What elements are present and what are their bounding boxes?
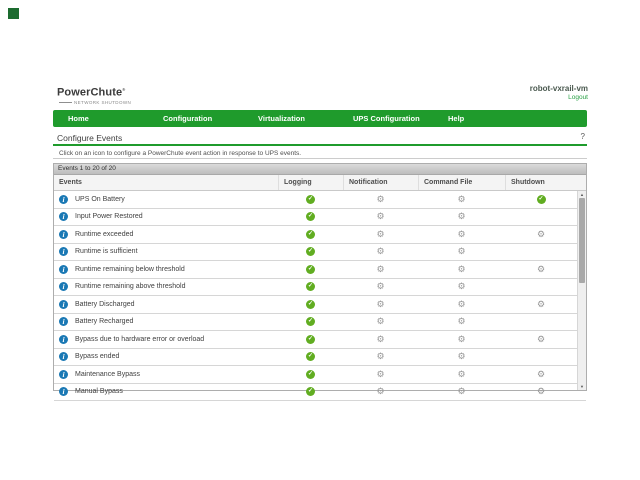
shutdown-cell [505,261,577,278]
configure-gear-icon[interactable]: ⚙ [376,333,385,344]
configure-gear-icon[interactable]: ⚙ [536,368,546,379]
enabled-check-icon[interactable]: ✓ [307,335,314,342]
event-cell [54,226,278,243]
event-info-icon[interactable]: i [59,387,68,396]
event-row-maintenance-bypass [54,366,586,384]
help-link[interactable]: ? [580,132,585,141]
enabled-check-icon[interactable]: ✓ [307,195,314,202]
logging-cell [278,314,343,331]
notification-cell [343,331,418,348]
event-name: Battery Recharged [75,318,134,326]
configure-gear-icon[interactable]: ⚙ [376,211,385,222]
nav-item-configuration[interactable]: Configuration [163,114,213,123]
command-file-cell [418,314,505,331]
command-file-cell [418,191,505,208]
hostname-label: robot-vxrail-vm [529,84,588,93]
notification-cell [343,279,418,296]
logging-cell [278,331,343,348]
command-file-cell [418,349,505,366]
configure-gear-icon[interactable]: ⚙ [376,263,385,274]
notification-cell [343,244,418,261]
table-body [54,191,586,397]
shutdown-cell [505,244,577,261]
shutdown-cell [505,226,577,243]
configure-gear-icon[interactable]: ⚙ [457,193,466,204]
configure-gear-icon[interactable]: ⚙ [376,316,385,327]
event-row-runtime-remaining-above-threshold [54,279,586,297]
command-file-cell [418,384,505,401]
event-info-icon[interactable]: i [59,352,68,361]
session-block [530,84,588,101]
enabled-check-icon[interactable]: ✓ [307,370,314,377]
shutdown-cell [505,331,577,348]
logging-cell [278,296,343,313]
event-row-input-power-restored [54,209,586,227]
logging-cell [278,226,343,243]
enabled-check-icon[interactable]: ✓ [307,265,314,272]
event-info-icon[interactable]: i [59,300,68,309]
nav-item-home[interactable]: Home [68,114,89,123]
event-row-manual-bypass [54,384,586,402]
event-name: Runtime remaining above threshold [75,283,186,291]
command-file-cell [418,244,505,261]
configure-gear-icon[interactable]: ⚙ [376,368,385,379]
logo-title [57,84,131,99]
logo-title-text: PowerChute [57,86,123,99]
event-name: Bypass due to hardware error or overload [75,335,205,343]
enabled-check-icon[interactable]: ✓ [538,195,544,202]
configure-gear-icon[interactable]: ⚙ [536,228,546,239]
configure-gear-icon[interactable]: ⚙ [536,298,546,309]
nav-item-ups-configuration[interactable]: UPS Configuration [353,114,420,123]
configure-gear-icon[interactable]: ⚙ [376,246,385,257]
event-row-battery-recharged [54,314,586,332]
column-header-logging: Logging [278,175,343,190]
notification-cell [343,384,418,401]
shutdown-cell [505,366,577,383]
event-row-battery-discharged [54,296,586,314]
enabled-check-icon[interactable]: ✓ [307,283,314,290]
enabled-check-icon[interactable]: ✓ [307,300,314,307]
notification-cell [343,366,418,383]
column-header-events: Events [59,179,82,186]
command-file-cell [418,331,505,348]
logo-subtitle-text: NETWORK SHUTDOWN [74,99,132,105]
event-info-icon[interactable]: i [59,370,68,379]
command-file-cell [418,366,505,383]
event-row-runtime-is-sufficient [54,244,586,262]
event-name: Bypass ended [75,353,120,361]
shutdown-cell [505,209,577,226]
shutdown-cell [505,349,577,366]
column-header-command-file: Command File [418,175,505,190]
enabled-check-icon[interactable]: ✓ [307,318,314,325]
top-left-green-square [8,8,19,19]
event-info-icon[interactable]: i [59,230,68,239]
page-title: Configure Events [57,133,123,143]
logging-cell [278,191,343,208]
event-row-ups-on-battery [54,191,586,209]
column-header-notification: Notification [343,175,418,190]
event-name: UPS On Battery [75,195,125,203]
event-name: Maintenance Bypass [75,370,140,378]
logout-link[interactable]: Logout [568,94,588,101]
event-row-runtime-remaining-below-threshold [54,261,586,279]
configure-gear-icon[interactable]: ⚙ [457,281,466,292]
command-file-cell [418,261,505,278]
command-file-cell [418,296,505,313]
scrollbar-up-arrow[interactable]: ▲ [580,192,584,197]
logo-subtitle [57,100,131,105]
event-name: Input Power Restored [75,213,143,221]
enabled-check-icon[interactable]: ✓ [307,213,314,220]
event-row-bypass-due-to-hardware-error-or-overload [54,331,586,349]
event-cell [54,244,278,261]
logging-cell [278,209,343,226]
event-name: Manual Bypass [75,388,123,396]
command-file-cell [418,226,505,243]
notification-cell [343,226,418,243]
configure-gear-icon[interactable]: ⚙ [457,211,466,222]
shutdown-cell [505,296,577,313]
enabled-check-icon[interactable]: ✓ [307,353,314,360]
configure-gear-icon[interactable]: ⚙ [457,316,466,327]
enabled-check-icon[interactable]: ✓ [307,388,314,395]
event-info-icon[interactable]: i [59,265,68,274]
configure-gear-icon[interactable]: ⚙ [536,333,546,344]
logo-dash-line [59,102,72,103]
shutdown-cell [505,279,577,296]
event-cell [54,349,278,366]
event-name: Runtime remaining below threshold [75,265,185,273]
events-table [53,163,587,397]
event-cell [54,366,278,383]
configure-gear-icon[interactable]: ⚙ [457,298,466,309]
event-cell [54,331,278,348]
table-caption: Events 1 to 20 of 20 [54,164,586,175]
enabled-check-icon[interactable]: ✓ [307,248,314,255]
command-file-cell [418,279,505,296]
configure-gear-icon[interactable]: ⚙ [376,193,385,204]
logging-cell [278,244,343,261]
vertical-scrollbar[interactable] [577,191,586,390]
configure-gear-icon[interactable]: ⚙ [376,228,385,239]
event-cell [54,261,278,278]
shutdown-cell [505,314,577,331]
logging-cell [278,384,343,401]
logging-cell [278,349,343,366]
event-cell [54,209,278,226]
scrollbar-down-arrow[interactable]: ▼ [580,384,584,389]
event-cell [54,296,278,313]
configure-gear-icon[interactable]: ⚙ [376,351,385,362]
instruction-text: Click on an icon to configure a PowerChute event action in response to UPS events. [59,150,302,157]
column-header-shutdown: Shutdown [505,175,577,190]
configure-gear-icon[interactable]: ⚙ [457,368,466,379]
event-info-icon[interactable]: i [59,195,68,204]
event-info-icon[interactable]: i [59,212,68,221]
event-info-icon[interactable]: i [59,282,68,291]
configure-gear-icon[interactable]: ⚙ [536,263,546,274]
table-header-row [54,175,586,191]
notification-cell [343,261,418,278]
event-name: Runtime is sufficient [75,248,138,256]
nav-item-help[interactable]: Help [448,114,465,123]
event-row-runtime-exceeded [54,226,586,244]
registered-mark: ® [122,87,126,92]
configure-gear-icon[interactable]: ⚙ [457,386,466,397]
event-cell [54,384,278,401]
shutdown-cell [505,191,577,208]
enabled-check-icon[interactable]: ✓ [307,230,314,237]
event-cell [54,191,278,208]
green-divider [53,144,587,146]
notification-cell [343,191,418,208]
configure-gear-icon[interactable]: ⚙ [457,351,466,362]
configure-gear-icon[interactable]: ⚙ [457,263,466,274]
configure-gear-icon[interactable]: ⚙ [376,281,385,292]
event-info-icon[interactable]: i [59,317,68,326]
logging-cell [278,261,343,278]
configure-gear-icon[interactable]: ⚙ [536,386,546,397]
event-row-bypass-ended [54,349,586,367]
notification-cell [343,314,418,331]
logging-cell [278,366,343,383]
logging-cell [278,279,343,296]
configure-gear-icon[interactable]: ⚙ [376,298,385,309]
scrollbar-thumb[interactable] [579,198,585,283]
event-info-icon[interactable]: i [59,247,68,256]
configure-gear-icon[interactable]: ⚙ [457,246,466,257]
command-file-cell [418,209,505,226]
nav [53,110,587,127]
event-cell [54,279,278,296]
notification-cell [343,349,418,366]
event-cell [54,314,278,331]
shutdown-cell [505,384,577,401]
configure-gear-icon[interactable]: ⚙ [457,333,466,344]
nav-item-virtualization[interactable]: Virtualization [258,114,305,123]
event-info-icon[interactable]: i [59,335,68,344]
notification-cell [343,209,418,226]
event-name: Battery Discharged [75,300,135,308]
powerchute-logo [57,84,131,105]
event-name: Runtime exceeded [75,230,134,238]
configure-gear-icon[interactable]: ⚙ [457,228,466,239]
notification-cell [343,296,418,313]
table-top-separator [53,158,587,159]
configure-gear-icon[interactable]: ⚙ [376,386,385,397]
